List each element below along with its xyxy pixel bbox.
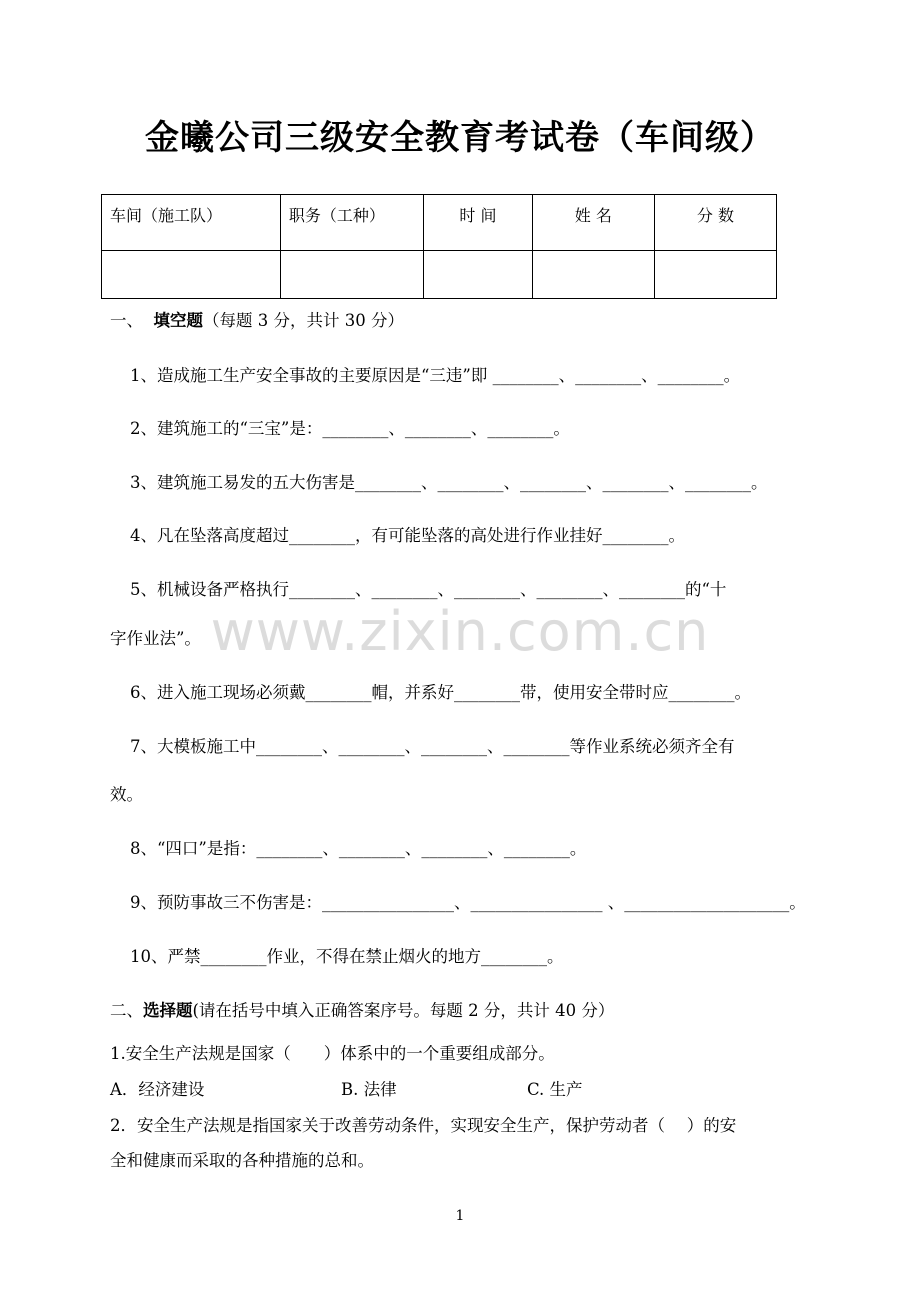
question-7-line2: 效。 <box>110 785 143 804</box>
question-2: 2、建筑施工的“三宝”是：________、________、________。 <box>130 419 570 438</box>
header-name: 姓 名 <box>532 195 654 251</box>
choice-q1-option-a: A．经济建设 <box>110 1080 205 1099</box>
section2-heading <box>110 997 614 1021</box>
exam-info-table <box>101 194 777 299</box>
section2-number: 二、 <box>110 1001 143 1020</box>
question-7-line1: 7、大模板施工中________、________、________、________等作业系统必须齐全有 <box>130 737 735 756</box>
section2-note: (请在括号中填入正确答案序号。每题 2 分，共计 40 分） <box>192 1001 615 1020</box>
question-4: 4、凡在坠落高度超过________，有可能坠落的高处进行作业挂好________。 <box>130 526 685 545</box>
question-5-line2: 字作业法”。 <box>110 629 201 648</box>
section1-heading <box>110 307 404 331</box>
question-8: 8、“四口”是指：________、________、________、________。 <box>130 839 587 858</box>
header-time: 时 间 <box>424 195 533 251</box>
section1-note: （每题 3 分，共计 30 分） <box>203 311 404 330</box>
section2-title: 选择题 <box>143 1001 193 1020</box>
question-9: 9、预防事故三不伤害是：________________、________________ 、____________________。 <box>130 893 806 912</box>
score-cell[interactable] <box>654 251 776 299</box>
header-score: 分 数 <box>654 195 776 251</box>
choice-question-2-line2: 全和健康而采取的各种措施的总和。 <box>110 1151 374 1170</box>
choice-question-1: 1.安全生产法规是国家（ ）体系中的一个重要组成部分。 <box>110 1044 555 1063</box>
question-5-line1: 5、机械设备严格执行________、________、________、________、________的“十 <box>130 580 727 599</box>
question-3: 3、建筑施工易发的五大伤害是________、________、________、________、________。 <box>130 473 768 492</box>
section1-number: 一、 <box>110 311 143 330</box>
question-1: 1、造成施工生产安全事故的主要原因是“三违”即 ________、________、________。 <box>130 366 741 385</box>
header-position: 职务（工种） <box>280 195 423 251</box>
choice-q1-option-c: C. 生产 <box>527 1080 583 1099</box>
time-cell[interactable] <box>424 251 533 299</box>
info-table-input-row <box>102 251 777 299</box>
workshop-cell[interactable] <box>102 251 281 299</box>
question-6: 6、进入施工现场必须戴________帽，并系好________带，使用安全带时应________。 <box>130 683 751 702</box>
watermark-text: www.zixin.com.cn <box>210 600 710 663</box>
page-title: 金曦公司三级安全教育考试卷（车间级） <box>145 118 775 158</box>
question-10: 10、严禁________作业，不得在禁止烟火的地方________。 <box>130 947 564 966</box>
header-workshop: 车间（施工队） <box>102 195 281 251</box>
info-table-header-row <box>102 195 777 251</box>
choice-question-2-line1: 2．安全生产法规是指国家关于改善劳动条件，实现安全生产，保护劳动者（ ）的安 <box>110 1116 737 1135</box>
section1-title: 填空题 <box>153 311 203 330</box>
position-cell[interactable] <box>280 251 423 299</box>
page-number: 1 <box>455 1208 465 1224</box>
choice-q1-option-b: B. 法律 <box>341 1080 397 1099</box>
name-cell[interactable] <box>532 251 654 299</box>
